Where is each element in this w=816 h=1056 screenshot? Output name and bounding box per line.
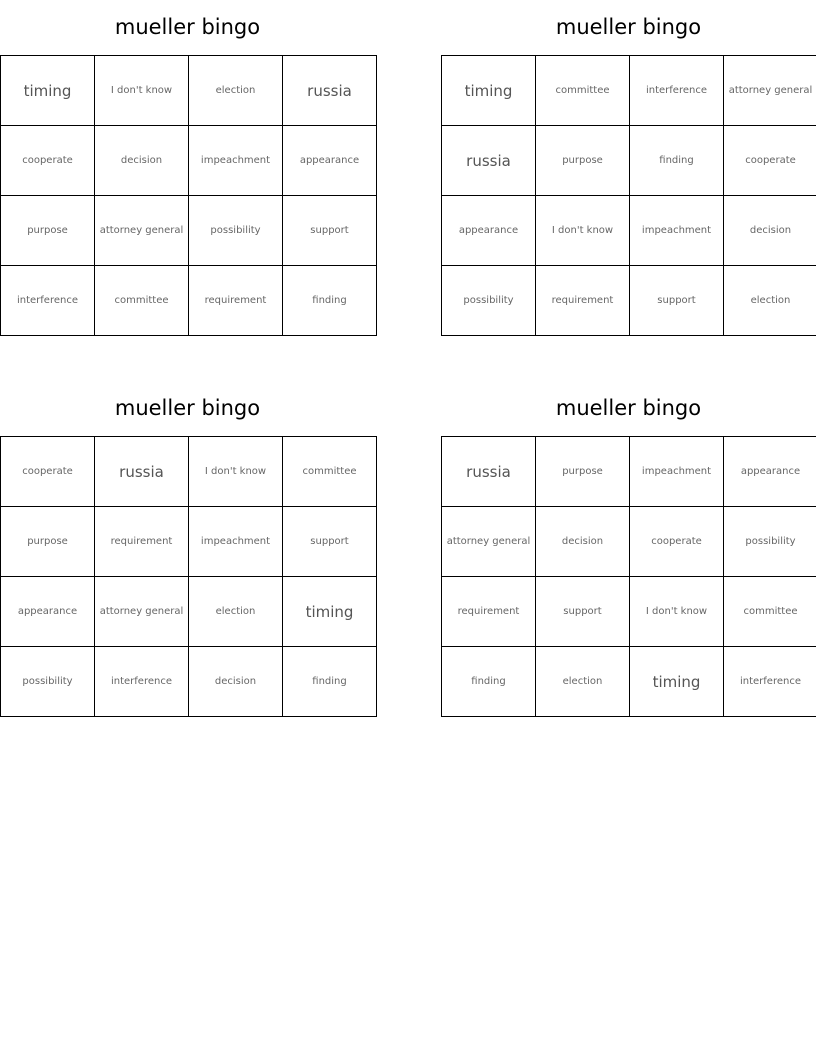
bingo-grid	[0, 436, 377, 717]
bingo-cell: support	[283, 507, 377, 577]
bingo-cell: I don't know	[630, 577, 724, 647]
bingo-cell: support	[283, 196, 377, 266]
bingo-cell: I don't know	[189, 437, 283, 507]
bingo-cell: committee	[536, 56, 630, 126]
bingo-cell: possibility	[189, 196, 283, 266]
bingo-cell: purpose	[1, 507, 95, 577]
bingo-cell: possibility	[1, 647, 95, 717]
bingo-cell: finding	[283, 266, 377, 336]
bingo-cell: attorney general	[442, 507, 536, 577]
bingo-cell: decision	[189, 647, 283, 717]
bingo-cell: impeachment	[189, 126, 283, 196]
bingo-cell: support	[536, 577, 630, 647]
grid-row	[1, 126, 377, 196]
bingo-cell: possibility	[442, 266, 536, 336]
bingo-cell: russia	[442, 437, 536, 507]
bingo-cell: cooperate	[1, 126, 95, 196]
bingo-cell: election	[724, 266, 816, 336]
grid-row	[1, 507, 377, 577]
bingo-cell: support	[630, 266, 724, 336]
bingo-cell: requirement	[189, 266, 283, 336]
bingo-cell: timing	[283, 577, 377, 647]
bingo-cell: impeachment	[189, 507, 283, 577]
grid-row	[442, 507, 816, 577]
bingo-cell: timing	[442, 56, 536, 126]
bingo-grid	[0, 55, 377, 336]
card-title: mueller bingo	[114, 15, 261, 39]
bingo-cell: purpose	[536, 437, 630, 507]
grid-row	[1, 266, 377, 336]
bingo-cell: attorney general	[724, 56, 816, 126]
bingo-cell: committee	[95, 266, 189, 336]
bingo-cell: election	[189, 577, 283, 647]
grid-row	[1, 196, 377, 266]
grid-row	[1, 56, 377, 126]
bingo-cell: finding	[630, 126, 724, 196]
bingo-cell: cooperate	[630, 507, 724, 577]
bingo-cell: appearance	[1, 577, 95, 647]
bingo-cell: russia	[442, 126, 536, 196]
bingo-cell: timing	[630, 647, 724, 717]
card-title: mueller bingo	[555, 15, 702, 39]
bingo-cell: election	[189, 56, 283, 126]
grid-row	[442, 647, 816, 717]
bingo-cell: possibility	[724, 507, 816, 577]
bingo-card-1	[0, 0, 375, 336]
bingo-cell: appearance	[724, 437, 816, 507]
grid-row	[442, 577, 816, 647]
grid-row	[442, 196, 816, 266]
bingo-cell: decision	[536, 507, 630, 577]
bingo-cell: impeachment	[630, 196, 724, 266]
bingo-cell: cooperate	[724, 126, 816, 196]
bingo-cell: finding	[283, 647, 377, 717]
grid-row	[1, 647, 377, 717]
bingo-cell: appearance	[283, 126, 377, 196]
bingo-cell: decision	[95, 126, 189, 196]
grid-row	[442, 126, 816, 196]
bingo-cell: committee	[724, 577, 816, 647]
bingo-cell: russia	[95, 437, 189, 507]
bingo-card-4	[441, 381, 816, 717]
bingo-cell: election	[536, 647, 630, 717]
grid-row	[1, 437, 377, 507]
grid-row	[1, 577, 377, 647]
bingo-cell: purpose	[1, 196, 95, 266]
bingo-cell: russia	[283, 56, 377, 126]
bingo-cell: cooperate	[1, 437, 95, 507]
bingo-cell: finding	[442, 647, 536, 717]
bingo-cell: requirement	[95, 507, 189, 577]
card-title: mueller bingo	[555, 396, 702, 420]
bingo-cell: decision	[724, 196, 816, 266]
bingo-grid	[441, 436, 816, 717]
bingo-cell: attorney general	[95, 196, 189, 266]
bingo-card-2	[441, 0, 816, 336]
bingo-cell: interference	[724, 647, 816, 717]
bingo-cell: attorney general	[95, 577, 189, 647]
bingo-cell: requirement	[442, 577, 536, 647]
bingo-cell: interference	[95, 647, 189, 717]
bingo-cell: I don't know	[536, 196, 630, 266]
bingo-card-3	[0, 381, 375, 717]
grid-row	[442, 56, 816, 126]
bingo-grid	[441, 55, 816, 336]
bingo-cell: purpose	[536, 126, 630, 196]
grid-row	[442, 266, 816, 336]
bingo-cell: interference	[1, 266, 95, 336]
grid-row	[442, 437, 816, 507]
bingo-cell: interference	[630, 56, 724, 126]
bingo-cell: committee	[283, 437, 377, 507]
card-title: mueller bingo	[114, 396, 261, 420]
bingo-cell: impeachment	[630, 437, 724, 507]
bingo-cell: I don't know	[95, 56, 189, 126]
bingo-cell: appearance	[442, 196, 536, 266]
bingo-cell: timing	[1, 56, 95, 126]
bingo-cell: requirement	[536, 266, 630, 336]
